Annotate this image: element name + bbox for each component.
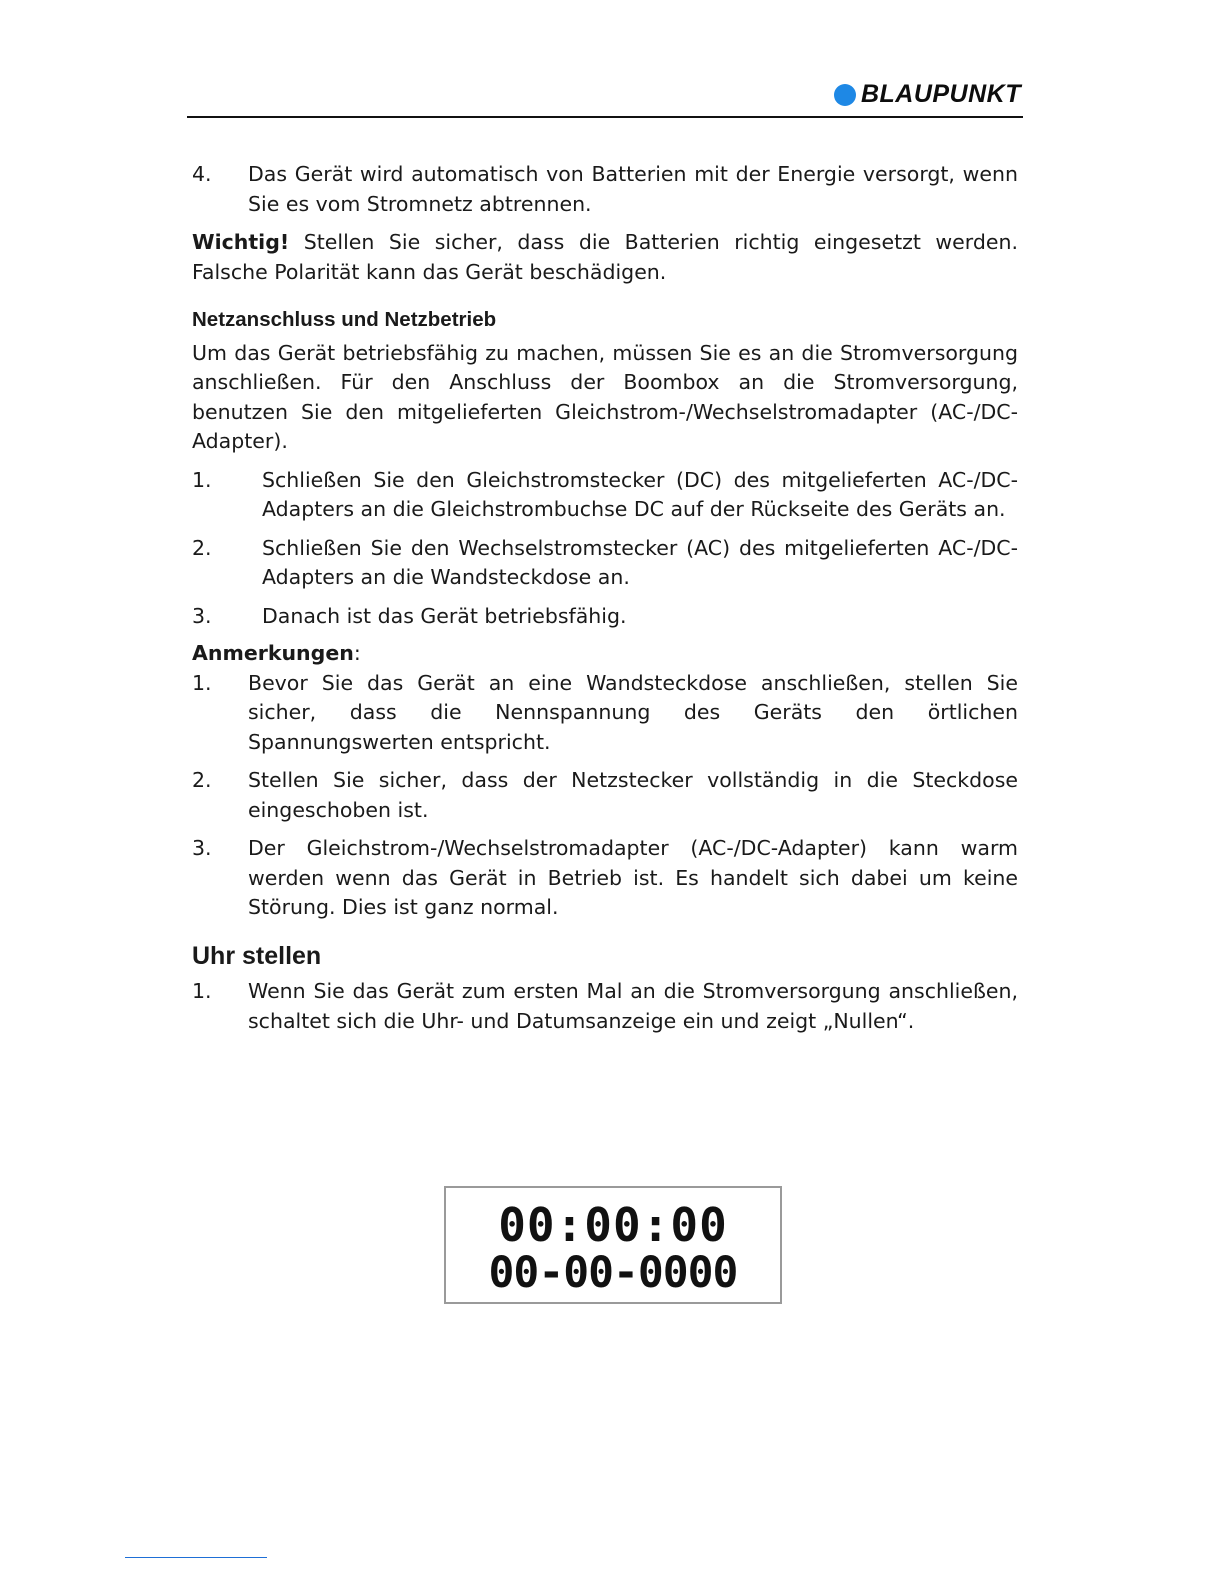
important-note	[192, 228, 1018, 287]
clock-step	[192, 977, 1018, 1036]
notes-heading-colon: :	[353, 641, 361, 665]
lcd-time: 00:00:00	[498, 1198, 728, 1252]
note-text: Der Gleichstrom-/Wechselstromadapter (AC-/DC-Adapter) kann warm werden wenn das Gerät in Betrieb ist. Es handelt sich dabei um keine Störung. Dies ist ganz normal.	[248, 836, 1018, 919]
step-number: 3.	[192, 603, 212, 628]
step-text: Schließen Sie den Wechselstromstecker (AC) des mitgelieferten AC-/DC-Adapters an die Wandsteckdose an.	[262, 535, 1018, 589]
notes-heading	[192, 639, 1018, 669]
note-item	[192, 834, 1018, 923]
step-text: Danach ist das Gerät betriebsfähig.	[262, 603, 627, 628]
note-number: 3.	[192, 836, 212, 860]
page-content	[192, 160, 1018, 1036]
important-text: Stellen Sie sicher, dass die Batterien richtig eingesetzt werden. Falsche Polarität kann das Gerät beschädigen.	[192, 230, 1018, 284]
note-number: 1.	[192, 670, 212, 695]
important-label: Wichtig!	[192, 230, 290, 254]
step-text: Schließen Sie den Gleichstromstecker (DC) des mitgelieferten AC-/DC-Adapters an die Gleichstrombuchse DC auf der Rückseite des Geräts an.	[262, 467, 1018, 521]
step-number: 1.	[192, 467, 212, 492]
power-section-intro: Um das Gerät betriebsfähig zu machen, müssen Sie es an die Stromversorgung anschließen. Für den Anschluss der Boombox an die Stromversorgung, benutzen Sie den mitgelieferten Gleichstrom-/Wechselstromadapter (AC-/DC-Adapter).	[192, 340, 1018, 453]
power-step	[192, 466, 1018, 525]
step-number: 2.	[192, 535, 212, 560]
lcd-display	[444, 1186, 782, 1304]
brand-dot-icon	[834, 84, 856, 106]
step-text: Wenn Sie das Gerät zum ersten Mal an die Stromversorgung anschließen, schaltet sich die Uhr- und Datumsanzeige ein und zeigt „Nullen“.	[248, 979, 1018, 1033]
note-text: Stellen Sie sicher, dass der Netzstecker vollständig in die Steckdose eingeschoben ist.	[248, 768, 1018, 822]
notes-heading-label: Anmerkungen	[192, 641, 354, 665]
item-number: 4.	[192, 162, 212, 186]
clock-section-heading: Uhr stellen	[192, 941, 322, 970]
power-step	[192, 602, 1018, 632]
intro-list-item	[192, 160, 1018, 219]
step-number: 1.	[192, 979, 212, 1003]
power-section-heading: Netzanschluss und Netzbetrieb	[192, 308, 497, 331]
note-item	[192, 669, 1018, 758]
lcd-date: 00-00-0000	[488, 1248, 738, 1298]
footer-divider	[125, 1557, 267, 1558]
note-text: Bevor Sie das Gerät an eine Wandsteckdose anschließen, stellen Sie sicher, dass die Nennspannung des Geräts den örtlichen Spannungswerten entspricht.	[248, 670, 1018, 754]
brand-logo	[834, 80, 1021, 109]
power-step	[192, 534, 1018, 593]
note-number: 2.	[192, 768, 212, 792]
note-item	[192, 766, 1018, 825]
page-header	[187, 78, 1023, 118]
brand-name: BLAUPUNKT	[860, 80, 1021, 108]
item-text: Das Gerät wird automatisch von Batterien mit der Energie versorgt, wenn Sie es vom Stromnetz abtrennen.	[248, 162, 1018, 216]
